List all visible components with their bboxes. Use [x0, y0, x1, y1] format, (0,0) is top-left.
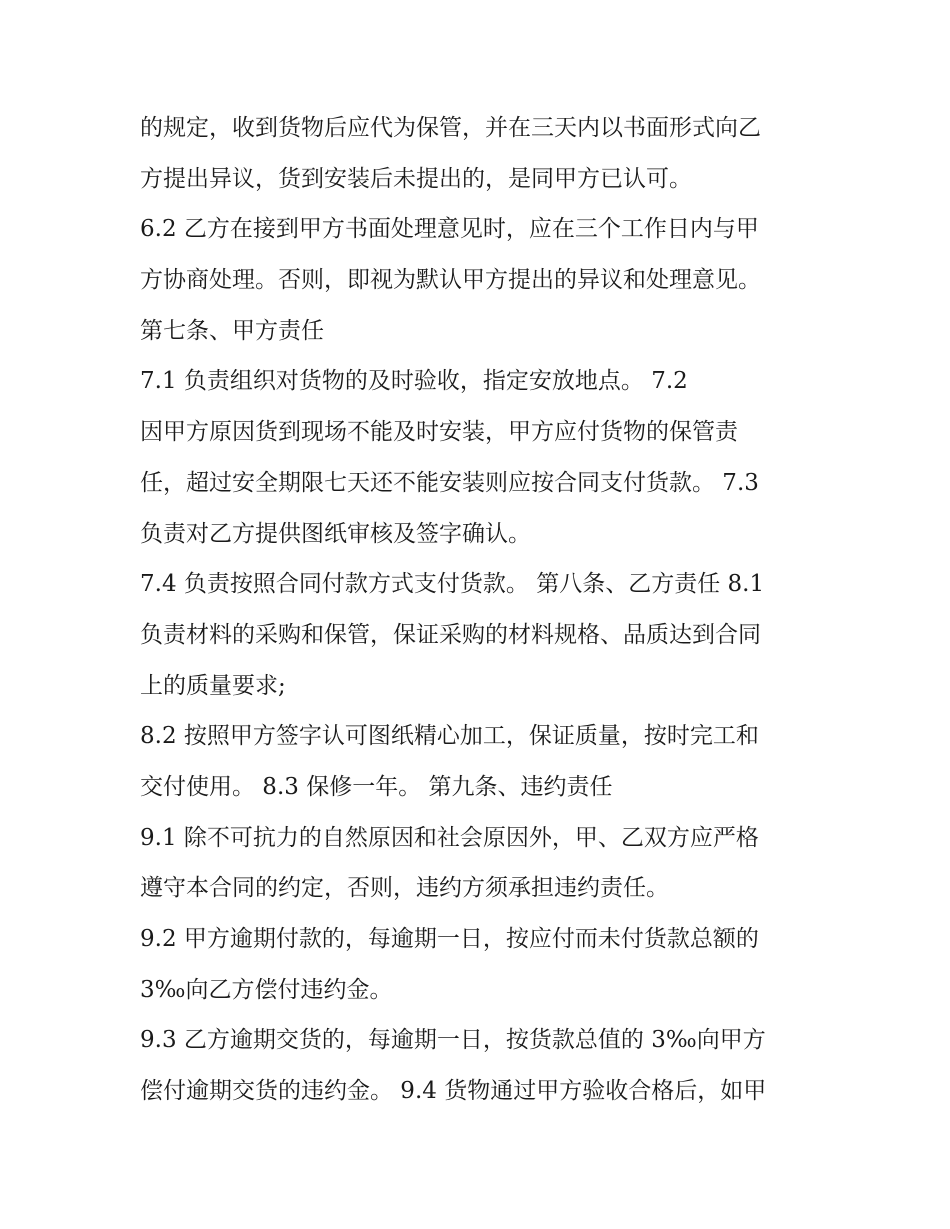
- text-line: 6.2 乙方在接到甲方书面处理意见时，应在三个工作日内与甲: [140, 216, 759, 243]
- text-line: 任，超过安全期限七天还不能安装则应按合同支付货款。 7.3: [140, 469, 759, 496]
- text-line: 因甲方原因货到现场不能及时安装，甲方应付货物的保管责: [140, 419, 738, 446]
- text-line: 9.3 乙方逾期交货的，每逾期一日，按货款总值的 3‰向甲方: [140, 1027, 766, 1054]
- text-line: 9.2 甲方逾期付款的，每逾期一日，按应付而未付货款总额的: [140, 926, 759, 952]
- text-line: 交付使用。 8.3 保修一年。 第九条、违约责任: [140, 773, 613, 800]
- text-line: 偿付逾期交货的违约金。 9.4 货物通过甲方验收合格后，如甲: [140, 1078, 767, 1105]
- text-line: 的规定，收到货物后应代为保管，并在三天内以书面形式向乙: [140, 115, 761, 141]
- section-heading: 第七条、甲方责任: [140, 317, 324, 344]
- text-line: 7.1 负责组织对货物的及时验收，指定安放地点。 7.2: [140, 368, 688, 395]
- text-line: 7.4 负责按照合同付款方式支付货款。 第八条、乙方责任 8.1: [140, 571, 765, 598]
- text-line: 3‰向乙方偿付违约金。: [140, 976, 393, 1003]
- text-line: 遵守本合同的约定，否则，违约方须承担违约责任。: [140, 875, 669, 902]
- text-line: 9.1 除不可抗力的自然原因和社会原因外，甲、乙双方应严格: [140, 824, 759, 851]
- text-line: 上的质量要求;: [140, 672, 286, 699]
- text-line: 8.2 按照甲方签字认可图纸精心加工，保证质量，按时完工和: [140, 723, 759, 750]
- text-line: 方协商处理。否则，即视为默认甲方提出的异议和处理意见。: [140, 267, 761, 294]
- text-line: 方提出异议，货到安装后未提出的，是同甲方已认可。: [140, 165, 692, 192]
- contract-text-body: [140, 103, 830, 1117]
- text-line: 负责材料的采购和保管，保证采购的材料规格、品质达到合同: [140, 621, 761, 648]
- text-line: 负责对乙方提供图纸审核及签字确认。: [140, 520, 531, 547]
